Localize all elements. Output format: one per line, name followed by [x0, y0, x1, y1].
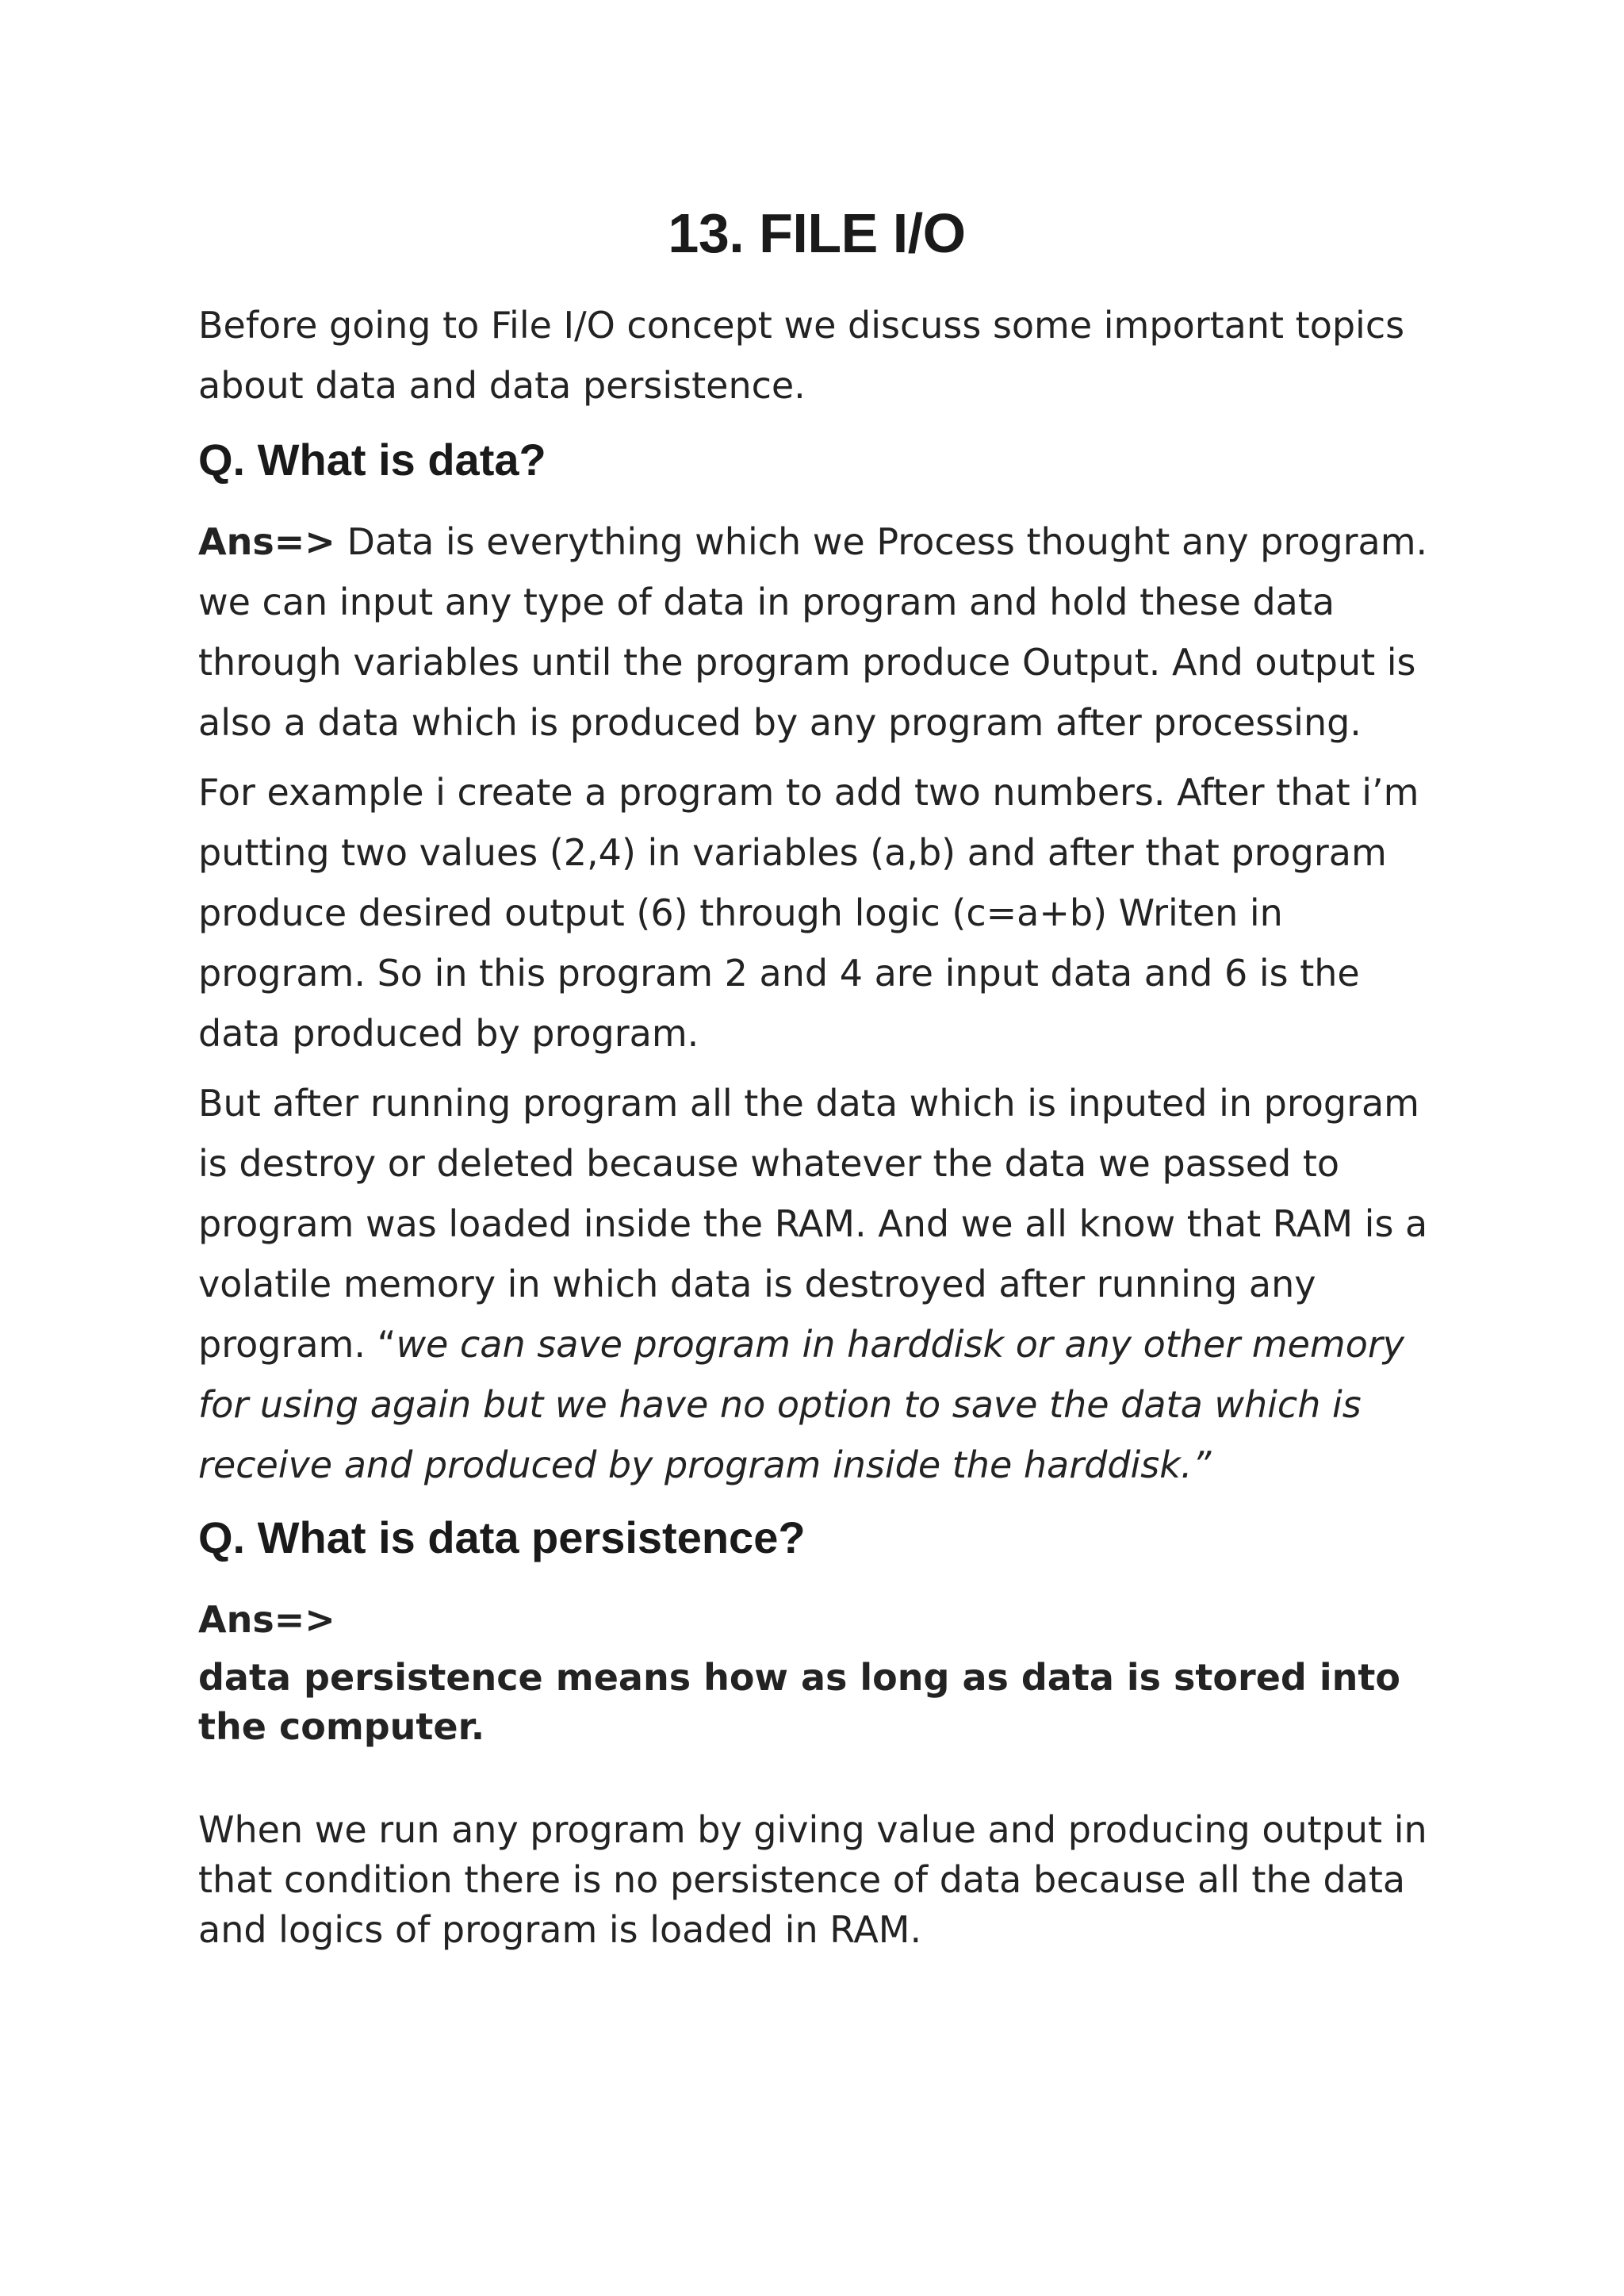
quote-line: for using again but we have no option to save the data which is: [198, 1383, 1362, 1426]
ram-line: But after running program all the data which is inputed in program: [198, 1082, 1419, 1125]
explanation-line: that condition there is no persistence of data because all the data: [198, 1858, 1406, 1901]
answer-paragraph-data: [198, 512, 1435, 753]
page-title: 13. FILE I/O: [668, 202, 966, 264]
explanation-paragraph: [198, 1805, 1435, 1955]
answer-text: Data is everything which we Process thought any program.: [335, 520, 1428, 563]
example-line: program. So in this program 2 and 4 are input data and 6 is the: [198, 952, 1360, 995]
definition-line: the computer.: [198, 1705, 485, 1748]
explanation-line: and logics of program is loaded in RAM.: [198, 1908, 922, 1951]
ram-line: [198, 1314, 1435, 1374]
intro-line: about data and data persistence.: [198, 364, 806, 407]
example-line: putting two values (2,4) in variables (a,b) and after that program: [198, 831, 1387, 874]
intro-paragraph: [198, 295, 1435, 416]
ram-line: is destroy or deleted because whatever the data we passed to: [198, 1142, 1340, 1185]
explanation-line: When we run any program by giving value and producing output in: [198, 1808, 1427, 1851]
answer-line: we can input any type of data in program and hold these data: [198, 581, 1335, 623]
answer-line: also a data which is produced by any program after processing.: [198, 701, 1362, 744]
question-heading-data: Q. What is data?: [198, 435, 546, 485]
example-line: data produced by program.: [198, 1012, 699, 1055]
ram-paragraph: [198, 1073, 1435, 1495]
example-line: For example i create a program to add two numbers. After that i’m: [198, 771, 1419, 814]
answer-label-persistence: Ans=>: [198, 1598, 335, 1641]
definition-paragraph: [198, 1653, 1435, 1751]
example-paragraph: [198, 762, 1435, 1064]
question-heading-persistence: Q. What is data persistence?: [198, 1512, 806, 1562]
answer-label: Ans=>: [198, 520, 335, 563]
ram-line: program was loaded inside the RAM. And we all know that RAM is a: [198, 1202, 1428, 1245]
answer-line: [198, 512, 1435, 572]
example-line: produce desired output (6) through logic (c=a+b) Writen in: [198, 891, 1283, 934]
ram-line: volatile memory in which data is destroyed after running any: [198, 1263, 1316, 1305]
intro-line: Before going to File I/O concept we discuss some important topics: [198, 304, 1405, 347]
document-page: [198, 0, 1435, 2296]
answer-line: through variables until the program produce Output. And output is: [198, 641, 1416, 684]
quote-text: we can save program in harddisk or any other memory: [396, 1323, 1404, 1366]
definition-line: data persistence means how as long as data is stored into: [198, 1656, 1400, 1699]
quote-line: receive and produced by program inside the harddisk.”: [198, 1443, 1212, 1486]
ram-last-prefix: program. “: [198, 1323, 396, 1366]
